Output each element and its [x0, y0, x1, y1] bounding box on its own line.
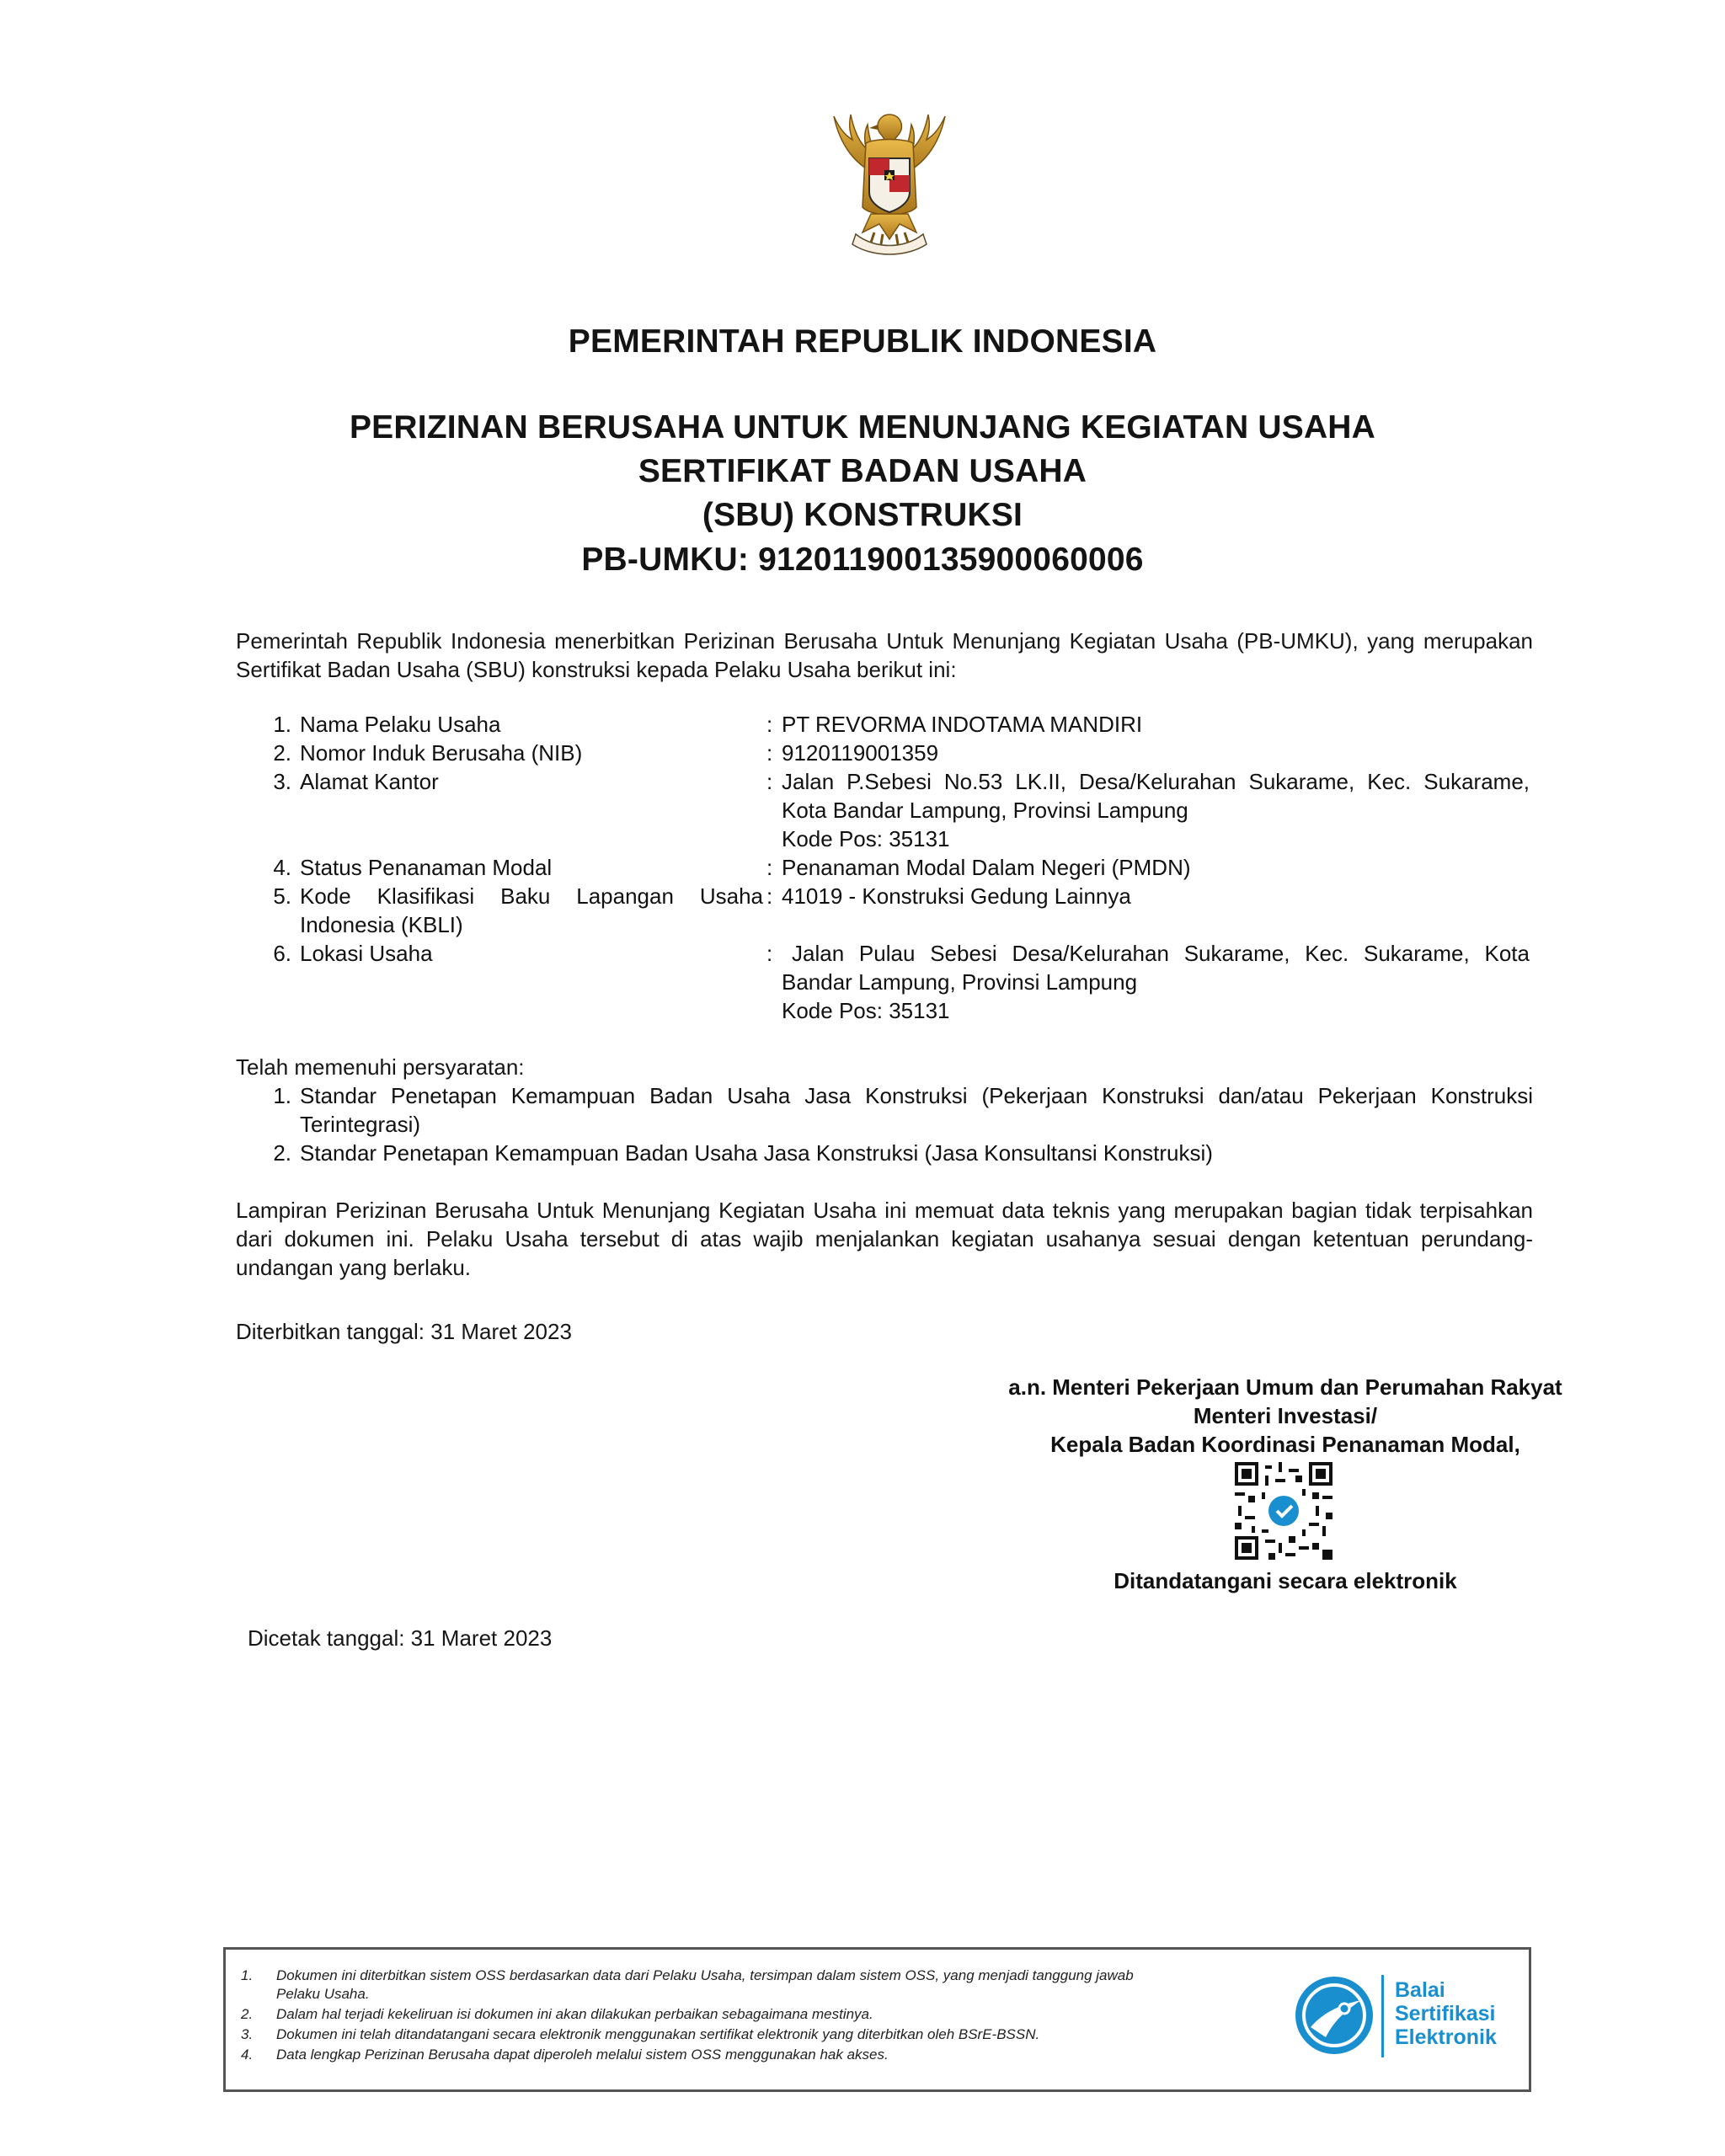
detail-value-nib: 9120119001359 — [782, 740, 939, 766]
garuda-emblem-icon — [815, 106, 964, 261]
detail-number: 2. — [273, 740, 291, 766]
location-line: Bandar Lampung, Provinsi Lampung — [782, 969, 1138, 995]
certificate-subtitle: (SBU) KONSTRUKSI — [702, 497, 1023, 533]
detail-label-investment-status: Status Penanaman Modal — [300, 855, 553, 880]
footnote-number: 2. — [241, 2006, 254, 2022]
signature-line-bkpm-head: Kepala Badan Koordinasi Penanaman Modal, — [1050, 1432, 1520, 1457]
bsre-logo-icon — [1294, 1975, 1375, 2056]
detail-separator: : — [766, 712, 773, 737]
requirement-item: Standar Penetapan Kemampuan Badan Usaha Jasa Konstruksi (Jasa Konsultansi Konstruksi) — [300, 1140, 1213, 1166]
footnote-text: Data lengkap Perizinan Berusaha dapat diperoleh melalui sistem OSS menggunakan hak akses. — [276, 2047, 889, 2063]
detail-number: 3. — [273, 769, 291, 794]
address-line: Kota Bandar Lampung, Provinsi Lampung — [782, 798, 1188, 823]
detail-number: 5. — [273, 883, 291, 909]
bsre-logo-divider — [1381, 1975, 1384, 2057]
detail-separator: : — [766, 740, 773, 766]
address-line: Kode Pos: 35131 — [782, 826, 950, 851]
detail-value-office-address — [782, 767, 1530, 853]
attachment-note: Lampiran Perizinan Berusaha Untuk Menunjang Kegiatan Usaha ini memuat data teknis yang merupakan bagian tidak terpisahkan dari dokumen ini. Pelaku Usaha tersebut di atas wajib menjalankan kegiatan usahanya sesuai dengan ketentuan perundang-undangan yang berlaku. — [236, 1198, 1533, 1280]
government-heading: PEMERINTAH REPUBLIK INDONESIA — [568, 323, 1157, 360]
footnote-number: 1. — [241, 1967, 254, 1983]
location-line: Jalan Pulau Sebesi Desa/Kelurahan Sukarame, Kec. Sukarame, Kota — [792, 941, 1530, 966]
footnote-text: Dokumen ini telah ditandatangani secara elektronik menggunakan sertifikat elektronik yang diterbitkan oleh BSrE-BSSN. — [276, 2026, 1040, 2042]
electronic-signature-note: Ditandatangani secara elektronik — [1114, 1568, 1457, 1593]
printed-date: Dicetak tanggal: 31 Maret 2023 — [248, 1625, 553, 1651]
detail-value-business-location — [782, 939, 1530, 1025]
requirement-number: 1. — [273, 1083, 291, 1108]
kbli-label-line: Indonesia (KBLI) — [300, 912, 463, 937]
bsre-logo-line: Sertifikasi — [1395, 2002, 1496, 2025]
requirements-heading: Telah memenuhi persyaratan: — [236, 1054, 525, 1080]
signature-line-minister-investment: Menteri Investasi/ — [1193, 1403, 1378, 1428]
detail-separator: : — [766, 883, 773, 909]
footnote-text: Dokumen ini diterbitkan sistem OSS berdasarkan data dari Pelaku Usaha, tersimpan dalam sistem OSS, yang menjadi tanggung jawab — [276, 1967, 1134, 1983]
bsre-logo-text — [1395, 1978, 1497, 2049]
footnote-number: 3. — [241, 2026, 254, 2042]
detail-label-office-address: Alamat Kantor — [300, 769, 439, 794]
bsre-logo-line: Elektronik — [1395, 2025, 1497, 2049]
requirement-item: Standar Penetapan Kemampuan Badan Usaha Jasa Konstruksi (Pekerjaan Konstruksi dan/atau Pekerjaan Konstruksi Terintegrasi) — [300, 1083, 1533, 1137]
pb-umku-number: PB-UMKU: 912011900135900060006 — [581, 542, 1144, 578]
issued-date: Diterbitkan tanggal: 31 Maret 2023 — [236, 1319, 572, 1344]
qr-code-icon — [1235, 1462, 1332, 1560]
detail-separator: : — [766, 769, 773, 794]
footnote-text: Dalam hal terjadi kekeliruan isi dokumen ini akan dilakukan perbaikan sebagaimana mestinya. — [276, 2006, 873, 2022]
detail-label-business-name: Nama Pelaku Usaha — [300, 712, 501, 737]
certificate-title: SERTIFIKAT BADAN USAHA — [638, 453, 1087, 489]
detail-number: 4. — [273, 855, 291, 880]
detail-number: 1. — [273, 712, 291, 737]
detail-label-nib: Nomor Induk Berusaha (NIB) — [300, 740, 583, 766]
permit-title: PERIZINAN BERUSAHA UNTUK MENUNJANG KEGIATAN USAHA — [349, 409, 1376, 446]
kbli-label-line: Kode Klasifikasi Baku Lapangan Usaha — [300, 883, 763, 909]
detail-label-kbli — [300, 882, 763, 939]
detail-number: 6. — [273, 941, 291, 966]
detail-value-investment-status: Penanaman Modal Dalam Negeri (PMDN) — [782, 855, 1191, 880]
requirement-number: 2. — [273, 1140, 291, 1166]
detail-value-kbli: 41019 - Konstruksi Gedung Lainnya — [782, 883, 1131, 909]
footer-disclaimer-box — [223, 1947, 1531, 2092]
detail-label-business-location: Lokasi Usaha — [300, 941, 433, 966]
footnote-number: 4. — [241, 2047, 254, 2063]
footnote-text: Pelaku Usaha. — [276, 1986, 370, 2002]
location-line: Kode Pos: 35131 — [782, 998, 950, 1023]
detail-value-business-name: PT REVORMA INDOTAMA MANDIRI — [782, 712, 1143, 737]
detail-separator: : — [766, 855, 773, 880]
intro-paragraph: Pemerintah Republik Indonesia menerbitkan Perizinan Berusaha Untuk Menunjang Kegiatan Usaha (PB-UMKU), yang merupakan Sertifikat Badan Usaha (SBU) konstruksi kepada Pelaku Usaha berikut ini: — [236, 628, 1533, 682]
address-line: Jalan P.Sebesi No.53 LK.II, Desa/Kelurahan Sukarame, Kec. Sukarame, — [782, 769, 1530, 794]
signature-line-minister-pupr: a.n. Menteri Pekerjaan Umum dan Perumahan Rakyat — [1008, 1374, 1562, 1400]
detail-separator: : — [766, 941, 773, 966]
bsre-logo-line: Balai — [1395, 1978, 1445, 2002]
